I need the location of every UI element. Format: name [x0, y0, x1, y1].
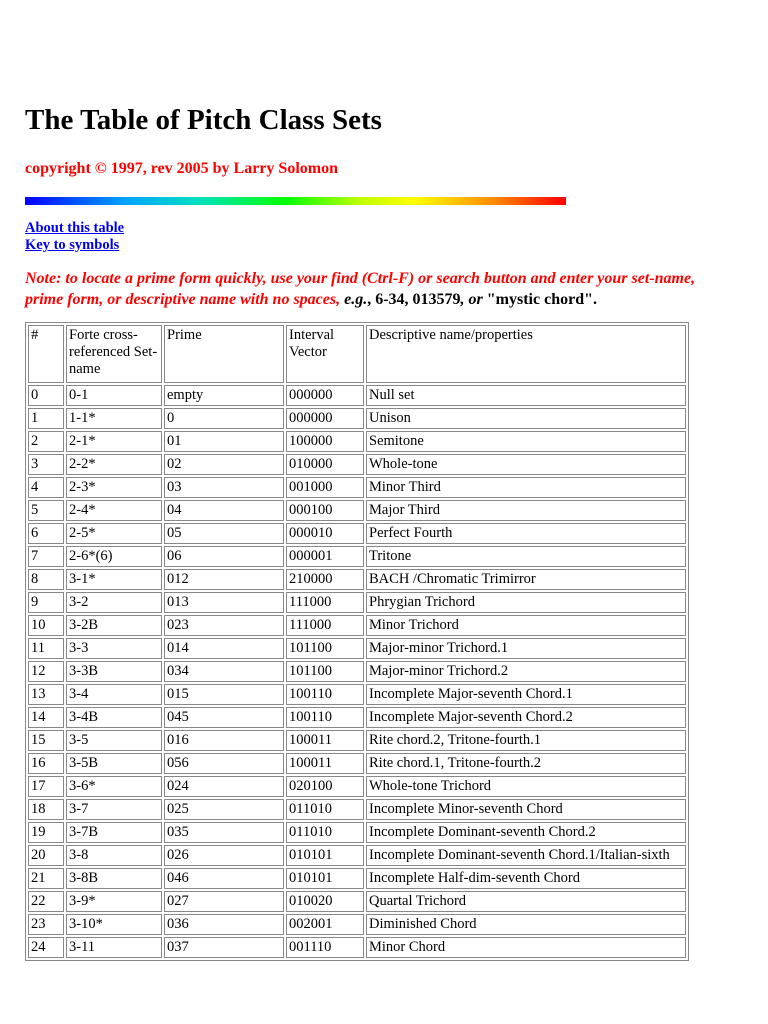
cell-set-name: 3-10*: [66, 914, 162, 935]
table-row: [28, 868, 686, 889]
table-header-row: [28, 325, 686, 383]
cell-set-name: 3-7B: [66, 822, 162, 843]
nav-links: [25, 220, 124, 254]
cell-prime: 027: [164, 891, 284, 912]
cell-prime: 04: [164, 500, 284, 521]
cell-description: Incomplete Major-seventh Chord.1: [366, 684, 686, 705]
table-row: [28, 845, 686, 866]
cell-description: Quartal Trichord: [366, 891, 686, 912]
cell-description: Major-minor Trichord.1: [366, 638, 686, 659]
cell-interval-vector: 000010: [286, 523, 364, 544]
cell-prime: 024: [164, 776, 284, 797]
cell-set-name: 3-7: [66, 799, 162, 820]
cell-description: Rite chord.2, Tritone-fourth.1: [366, 730, 686, 751]
note-mystic: "mystic chord".: [486, 291, 597, 308]
cell-prime: 036: [164, 914, 284, 935]
cell-set-name: 2-3*: [66, 477, 162, 498]
cell-index: 9: [28, 592, 64, 613]
cell-prime: 056: [164, 753, 284, 774]
table-row: [28, 914, 686, 935]
cell-description: Rite chord.1, Tritone-fourth.2: [366, 753, 686, 774]
cell-description: Minor Chord: [366, 937, 686, 958]
cell-interval-vector: 001110: [286, 937, 364, 958]
cell-prime: 025: [164, 799, 284, 820]
cell-index: 10: [28, 615, 64, 636]
cell-index: 18: [28, 799, 64, 820]
header-index: #: [28, 325, 64, 383]
cell-prime: 016: [164, 730, 284, 751]
cell-interval-vector: 100011: [286, 753, 364, 774]
cell-index: 4: [28, 477, 64, 498]
key-to-symbols-link[interactable]: Key to symbols: [25, 237, 120, 253]
cell-set-name: 3-11: [66, 937, 162, 958]
cell-set-name: 2-6*(6): [66, 546, 162, 567]
table-row: [28, 684, 686, 705]
cell-set-name: 3-4: [66, 684, 162, 705]
cell-description: Major-minor Trichord.2: [366, 661, 686, 682]
cell-index: 20: [28, 845, 64, 866]
cell-interval-vector: 100000: [286, 431, 364, 452]
cell-description: Tritone: [366, 546, 686, 567]
cell-prime: 01: [164, 431, 284, 452]
cell-set-name: 2-2*: [66, 454, 162, 475]
table-row: [28, 523, 686, 544]
table-row: [28, 822, 686, 843]
cell-index: 5: [28, 500, 64, 521]
cell-index: 7: [28, 546, 64, 567]
cell-interval-vector: 002001: [286, 914, 364, 935]
cell-prime: 037: [164, 937, 284, 958]
cell-interval-vector: 011010: [286, 799, 364, 820]
cell-interval-vector: 000000: [286, 408, 364, 429]
cell-interval-vector: 101100: [286, 661, 364, 682]
cell-index: 3: [28, 454, 64, 475]
cell-index: 17: [28, 776, 64, 797]
header-set-name: Forte cross-referenced Set-name: [66, 325, 162, 383]
cell-index: 16: [28, 753, 64, 774]
table-row: [28, 891, 686, 912]
table-row: [28, 431, 686, 452]
about-table-link[interactable]: About this table: [25, 220, 125, 236]
table-row: [28, 546, 686, 567]
cell-interval-vector: 000001: [286, 546, 364, 567]
cell-description: Null set: [366, 385, 686, 406]
cell-index: 1: [28, 408, 64, 429]
cell-prime: 012: [164, 569, 284, 590]
cell-interval-vector: 111000: [286, 615, 364, 636]
cell-index: 6: [28, 523, 64, 544]
note-examples: 6-34, 013579: [375, 291, 461, 308]
cell-index: 12: [28, 661, 64, 682]
cell-description: Incomplete Minor-seventh Chord: [366, 799, 686, 820]
cell-interval-vector: 111000: [286, 592, 364, 613]
search-note: Note: to locate a prime form quickly, use your find (Ctrl-F) or search button and enter your set-name, prime form, or descriptive name with no spaces, e.g., 6-34, 013579, or "mystic chord".: [25, 270, 696, 308]
table-row: [28, 638, 686, 659]
page-title: The Table of Pitch Class Sets: [25, 104, 382, 136]
table-row: [28, 569, 686, 590]
cell-prime: 06: [164, 546, 284, 567]
cell-index: 19: [28, 822, 64, 843]
cell-interval-vector: 100110: [286, 707, 364, 728]
cell-description: Minor Third: [366, 477, 686, 498]
cell-index: 23: [28, 914, 64, 935]
table-row: [28, 776, 686, 797]
cell-description: Incomplete Dominant-seventh Chord.1/Italian-sixth: [366, 845, 686, 866]
cell-description: Incomplete Dominant-seventh Chord.2: [366, 822, 686, 843]
header-prime: Prime: [164, 325, 284, 383]
table-row: [28, 477, 686, 498]
table-row: [28, 661, 686, 682]
table-row: [28, 730, 686, 751]
cell-set-name: 3-8: [66, 845, 162, 866]
cell-set-name: 3-1*: [66, 569, 162, 590]
cell-set-name: 3-6*: [66, 776, 162, 797]
cell-prime: empty: [164, 385, 284, 406]
cell-set-name: 3-9*: [66, 891, 162, 912]
cell-description: Whole-tone Trichord: [366, 776, 686, 797]
cell-index: 21: [28, 868, 64, 889]
cell-prime: 02: [164, 454, 284, 475]
cell-index: 13: [28, 684, 64, 705]
cell-set-name: 3-3B: [66, 661, 162, 682]
cell-interval-vector: 020100: [286, 776, 364, 797]
note-eg: e.g.: [344, 291, 368, 308]
cell-description: Diminished Chord: [366, 914, 686, 935]
cell-index: 8: [28, 569, 64, 590]
header-interval-vector: Interval Vector: [286, 325, 364, 383]
rainbow-divider: [25, 197, 566, 205]
copyright-notice: copyright © 1997, rev 2005 by Larry Solomon: [25, 160, 338, 177]
cell-description: Whole-tone: [366, 454, 686, 475]
cell-set-name: 3-8B: [66, 868, 162, 889]
cell-interval-vector: 000000: [286, 385, 364, 406]
table-body: [28, 325, 686, 958]
cell-index: 2: [28, 431, 64, 452]
cell-set-name: 1-1*: [66, 408, 162, 429]
cell-set-name: 3-2B: [66, 615, 162, 636]
cell-interval-vector: 011010: [286, 822, 364, 843]
table-row: [28, 937, 686, 958]
table-row: [28, 592, 686, 613]
cell-interval-vector: 100011: [286, 730, 364, 751]
cell-prime: 034: [164, 661, 284, 682]
table-row: [28, 707, 686, 728]
cell-set-name: 2-5*: [66, 523, 162, 544]
cell-prime: 023: [164, 615, 284, 636]
cell-prime: 03: [164, 477, 284, 498]
table-row: [28, 500, 686, 521]
cell-interval-vector: 000100: [286, 500, 364, 521]
cell-description: Major Third: [366, 500, 686, 521]
table-row: [28, 454, 686, 475]
cell-interval-vector: 010000: [286, 454, 364, 475]
cell-description: Semitone: [366, 431, 686, 452]
cell-interval-vector: 100110: [286, 684, 364, 705]
cell-set-name: 3-4B: [66, 707, 162, 728]
cell-description: Incomplete Major-seventh Chord.2: [366, 707, 686, 728]
cell-description: Phrygian Trichord: [366, 592, 686, 613]
cell-set-name: 3-3: [66, 638, 162, 659]
cell-description: Minor Trichord: [366, 615, 686, 636]
cell-set-name: 3-2: [66, 592, 162, 613]
cell-prime: 046: [164, 868, 284, 889]
cell-index: 15: [28, 730, 64, 751]
cell-interval-vector: 001000: [286, 477, 364, 498]
cell-prime: 0: [164, 408, 284, 429]
cell-prime: 05: [164, 523, 284, 544]
table-row: [28, 385, 686, 406]
cell-description: Perfect Fourth: [366, 523, 686, 544]
cell-prime: 026: [164, 845, 284, 866]
cell-interval-vector: 101100: [286, 638, 364, 659]
cell-prime: 014: [164, 638, 284, 659]
header-description: Descriptive name/properties: [366, 325, 686, 383]
cell-interval-vector: 010020: [286, 891, 364, 912]
table-row: [28, 408, 686, 429]
table-row: [28, 615, 686, 636]
cell-interval-vector: 010101: [286, 845, 364, 866]
pitch-class-table: [25, 322, 689, 961]
cell-index: 0: [28, 385, 64, 406]
cell-prime: 045: [164, 707, 284, 728]
cell-interval-vector: 010101: [286, 868, 364, 889]
cell-prime: 035: [164, 822, 284, 843]
cell-index: 24: [28, 937, 64, 958]
cell-index: 22: [28, 891, 64, 912]
cell-set-name: 2-4*: [66, 500, 162, 521]
cell-set-name: 2-1*: [66, 431, 162, 452]
cell-set-name: 3-5: [66, 730, 162, 751]
note-text: Note: to locate a prime form quickly, use your find (Ctrl-F) or search button and enter your set-name, prime form, or descriptive name with no spaces: [25, 270, 696, 308]
table-row: [28, 799, 686, 820]
cell-prime: 015: [164, 684, 284, 705]
cell-index: 11: [28, 638, 64, 659]
cell-description: BACH /Chromatic Trimirror: [366, 569, 686, 590]
cell-description: Incomplete Half-dim-seventh Chord: [366, 868, 686, 889]
cell-set-name: 0-1: [66, 385, 162, 406]
table-row: [28, 753, 686, 774]
cell-prime: 013: [164, 592, 284, 613]
cell-index: 14: [28, 707, 64, 728]
cell-set-name: 3-5B: [66, 753, 162, 774]
cell-description: Unison: [366, 408, 686, 429]
cell-interval-vector: 210000: [286, 569, 364, 590]
